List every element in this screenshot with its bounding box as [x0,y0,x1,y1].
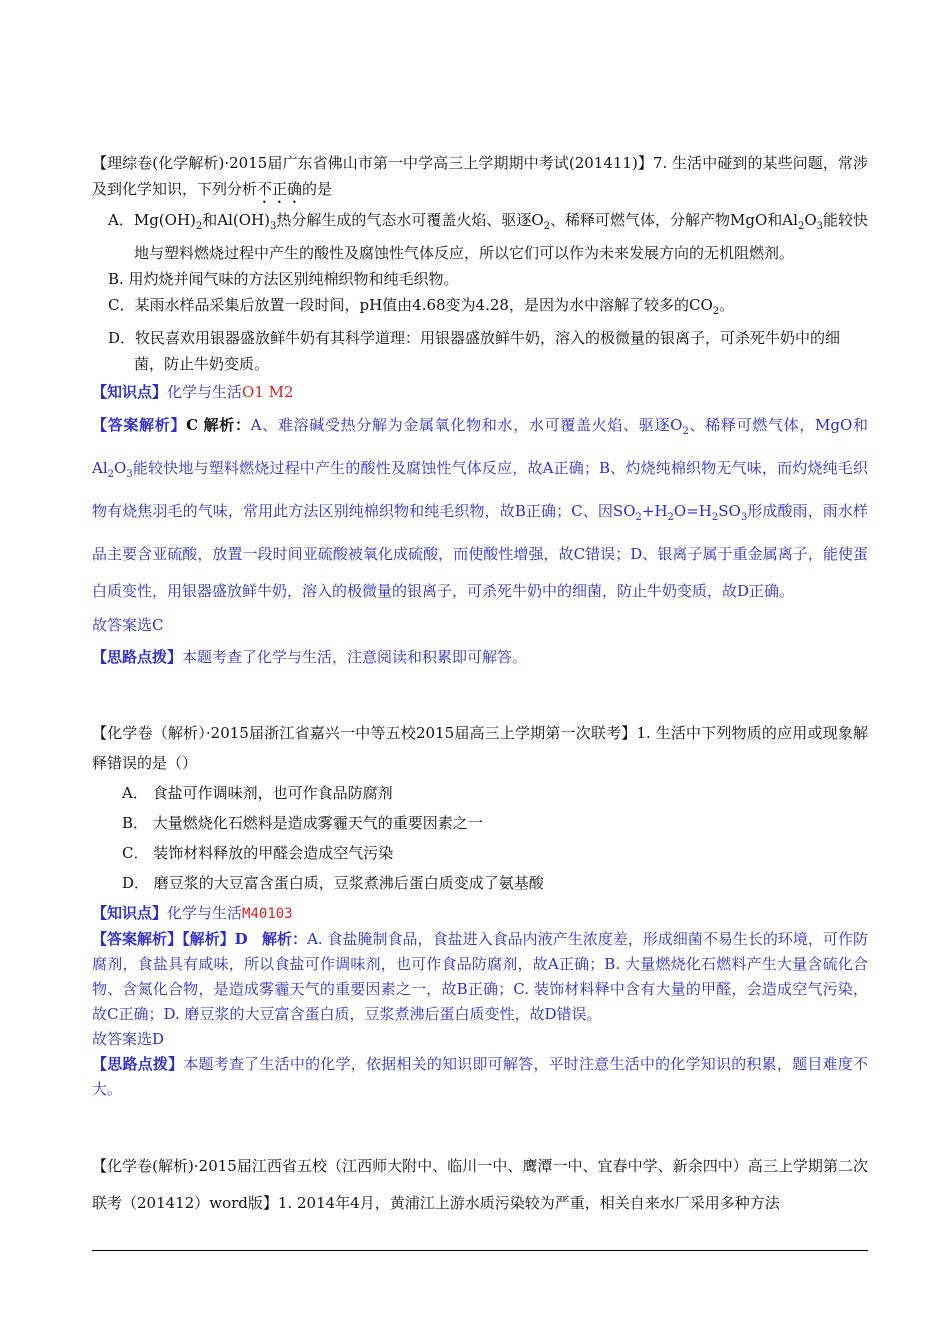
answer-analysis: 【答案解析】C 解析：A、难溶碱受热分解为金属氧化物和水，水可覆盖火焰、驱逐$O_2$、稀释可燃气体，MgO和$Al_2O_3$能较快地与塑料燃烧过程中产生的酸性及腐蚀性气体反应，故A正确；B、灼烧纯棉织物无气味，而灼烧纯毛织物有烧焦羽毛的气味，常用此方法区别纯棉织物和纯毛织物，故B正确；C、因$SO_2+H_2O=H_2SO_3$形成酸雨，雨水样品主要含亚硫酸，放置一段时间亚硫酸被氧化成硫酸，而使酸性增强，故C错误；D、银离子属于重金属离子，能使蛋白质变性，用银器盛放鲜牛奶，溶入的极微量的银离子，可杀死牛奶中的细菌，防止牛奶变质，故D正确。 [92,416,868,600]
question-1 [92,150,868,672]
solution-tip: 【思路点拨】本题考查了化学与生活，注意阅读和积累即可解答。 [92,648,528,666]
solution-tip: 【思路点拨】本题考查了生活中的化学，依据相关的知识即可解答，平时注意生活中的化学知识的积累，题目难度不大。 [92,1055,868,1098]
question-1-source: 【理综卷(化学解析)·2015届广东省佛山市第一中学高三上学期期中考试(201411)】 [92,154,653,172]
question-2-source: 【化学卷（解析）·2015届浙江省嘉兴一中等五校2015届高三上学期第一次联考】 [92,724,637,742]
document-page [92,150,868,1222]
question-3 [92,1148,868,1222]
option-b: B． 大量燃烧化石燃料是造成雾霾天气的重要因素之一 [122,814,483,832]
knowledge-point: 【知识点】化学与生活M40103 [92,904,293,922]
answer-letter: C [186,416,199,434]
option-b: B. 用灼烧并闻气味的方法区别纯棉织物和纯毛织物。 [108,270,459,288]
option-a: A． 食盐可作调味剂，也可作食品防腐剂 [122,784,393,802]
question-2-stem: 【化学卷（解析）·2015届浙江省嘉兴一中等五校2015届高三上学期第一次联考】1. 生活中下列物质的应用或现象解释错误的是（） [92,724,868,772]
option-d: D． 磨豆浆的大豆富含蛋白质，豆浆煮沸后蛋白质变成了氨基酸 [122,874,544,892]
answer-letter: D [234,930,248,948]
final-answer: 故答案选D [92,1030,165,1048]
option-a: A．$Mg(OH)_2$和$Al(OH)_3$热分解生成的气态水可覆盖火焰、驱逐$O_2$、稀释可燃气体，分解产物MgO和$Al_2O_3$能较快地与塑料燃烧过程中产生的酸性及腐蚀性气体反应，所以它们可以作为未来发展方向的无机阻燃剂。 [108,211,869,262]
question-2 [92,718,868,1102]
question-3-source: 【化学卷(解析)·2015届江西省五校（江西师大附中、临川一中、鹰潭一中、宜春中学、新余四中）高三上学期第二次联考（201412）word版】 [92,1157,868,1212]
question-3-stem: 【化学卷(解析)·2015届江西省五校（江西师大附中、临川一中、鹰潭一中、宜春中学、新余四中）高三上学期第二次联考（201412）word版】1. 2014年4月，黄浦江上游水质污染较为严重，相关自来水厂采用多种方法 [92,1157,868,1212]
option-c: C． 装饰材料释放的甲醛会造成空气污染 [122,844,394,862]
question-1-stem: 【理综卷(化学解析)·2015届广东省佛山市第一中学高三上学期期中考试(201411)】7. 生活中碰到的某些问题，常涉及到化学知识，下列分析不正确的是 [92,154,868,198]
knowledge-point: 【知识点】化学与生活O1 M2 [92,383,294,401]
answer-analysis: 【答案解析】【解析】D 解析：A. 食盐腌制食品，食盐进入食品内液产生浓度差，形成细菌不易生长的环境，可作防腐剂，食盐具有咸味，所以食盐可作调味剂，也可作食品防腐剂，故A正确；B. 大量燃烧化石燃料产生大量含硫化合物、含氮化合物，是造成雾霾天气的重要因素之一，故B正确；C. 装饰材料释中含有大量的甲醛，会造成空气污染，故C正确；D. 磨豆浆的大豆富含蛋白质，豆浆煮沸后蛋白质变性，故D错误。 [92,930,868,1023]
option-c: C．某雨水样品采集后放置一段时间，pH值由4.68变为4.28，是因为水中溶解了较多的$CO_2$。 [108,296,735,317]
final-answer: 故答案选C [92,616,164,634]
emphasis-text: 不正确 [257,180,303,198]
footer-divider [92,1250,868,1251]
option-d: D．牧民喜欢用银器盛放鲜牛奶有其科学道理：用银器盛放鲜牛奶，溶入的极微量的银离子，可杀死牛奶中的细菌，防止牛奶变质。 [108,329,841,373]
